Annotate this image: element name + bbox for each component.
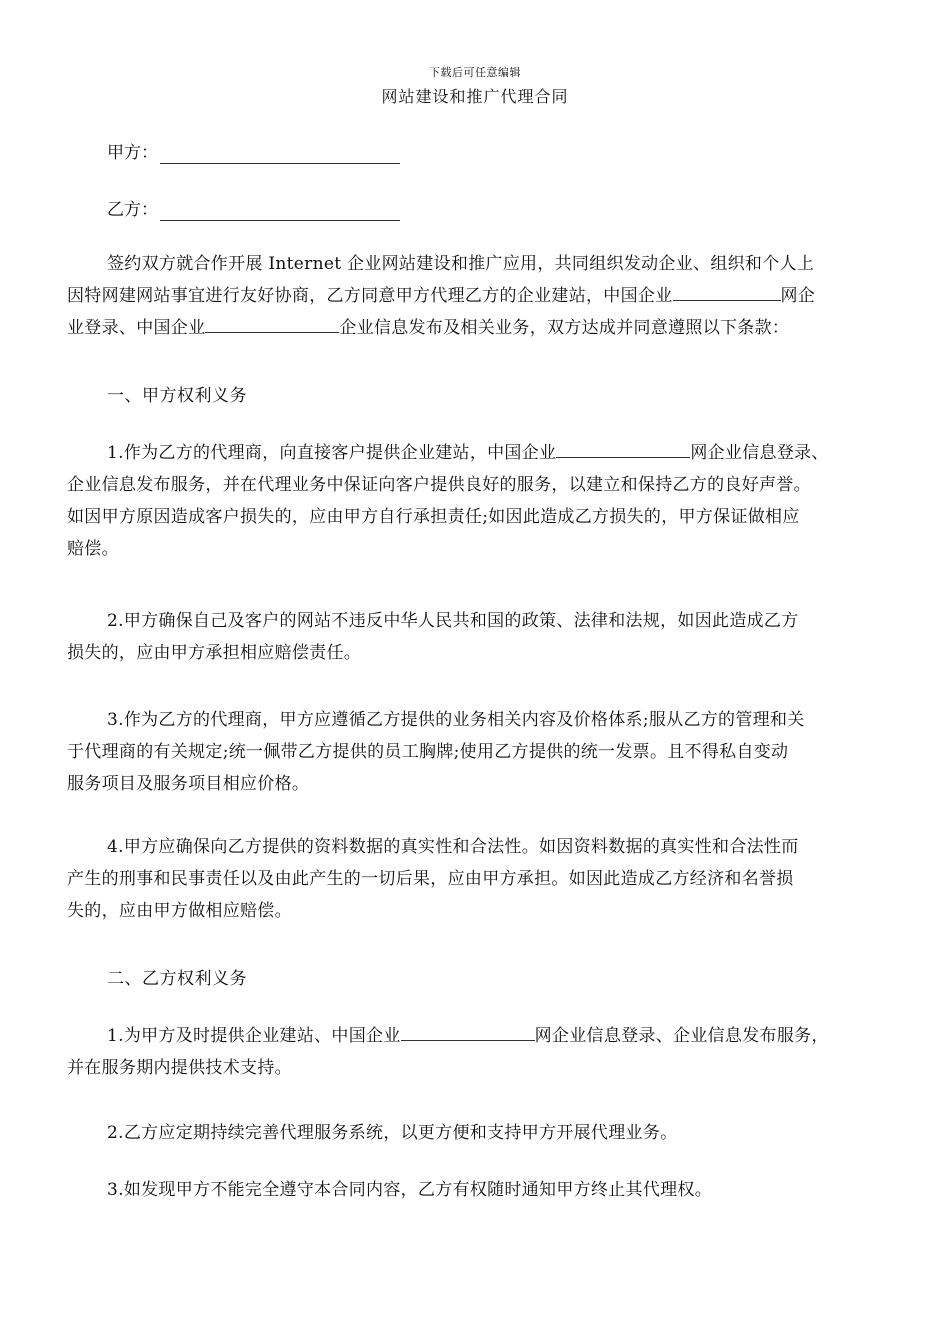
intro-line-3b: 企业信息发布及相关业务，双方达成并同意遵照以下条款： — [339, 318, 790, 338]
header-note: 下载后可任意编辑 — [429, 66, 521, 79]
s1-i1-line-3: 如因甲方原因造成客户损失的，应由甲方自行承担责任;如因此造成乙方损失的，甲方保证做相应 — [67, 507, 800, 527]
section-1-item-2 — [67, 605, 885, 669]
s1-i1-line-2: 企业信息发布服务，并在代理业务中保证向客户提供良好的服务，以建立和保持乙方的良好声誉。 — [67, 475, 811, 495]
s1-i3-line-1: 3.作为乙方的代理商，甲方应遵循乙方提供的业务相关内容及价格体系;服从乙方的管理和关 — [107, 710, 805, 730]
s2-i1-line-1a: 1.为甲方及时提供企业建站、中国企业 — [107, 1026, 401, 1046]
s1-i1-line-1 — [107, 437, 885, 469]
intro-line-2a: 因特网建网站事宜进行友好协商，乙方同意甲方代理乙方的企业建站，中国企业 — [67, 286, 673, 306]
party-b-blank[interactable] — [160, 202, 400, 221]
section-2-item-3 — [107, 1174, 885, 1206]
section-1-item-4 — [67, 831, 885, 927]
party-b-label: 乙方： — [107, 200, 158, 220]
s1-i3-line-2: 于代理商的有关规定;统一佩带乙方提供的员工胸牌;使用乙方提供的统一发票。且不得私自变动 — [67, 742, 789, 762]
s1-i4-line-3: 失的，应由甲方做相应赔偿。 — [67, 901, 292, 921]
party-b-field — [107, 199, 400, 221]
s1-i2-line-2: 损失的，应由甲方承担相应赔偿责任。 — [67, 643, 362, 663]
s1-i2-line-1: 2.甲方确保自己及客户的网站不违反中华人民共和国的政策、法律和法规，如因此造成乙方 — [107, 611, 799, 631]
s2-i2-line-1: 2.乙方应定期持续完善代理服务系统，以更方便和支持甲方开展代理业务。 — [107, 1123, 678, 1143]
s1-i3-line-3: 服务项目及服务项目相应价格。 — [67, 774, 310, 794]
s1-i1-blank[interactable] — [556, 438, 690, 458]
s2-i1-line-1 — [107, 1020, 885, 1052]
section-1-heading: 一、甲方权利义务 — [107, 386, 247, 406]
page-title: 网站建设和推广代理合同 — [381, 87, 569, 106]
party-a-blank[interactable] — [160, 145, 400, 164]
section-1-item-3 — [67, 704, 885, 800]
intro-line-3a: 业登录、中国企业 — [67, 318, 206, 338]
s1-i4-line-1: 4.甲方应确保向乙方提供的资料数据的真实性和合法性。如因资料数据的真实性和合法性而 — [107, 837, 799, 857]
s1-i4-line-2: 产生的刑事和民事责任以及由此产生的一切后果，应由甲方承担。如因此造成乙方经济和名誉损 — [67, 869, 794, 889]
s2-i3-line-1: 3.如发现甲方不能完全遵守本合同内容，乙方有权随时通知甲方终止其代理权。 — [107, 1180, 713, 1200]
intro-line-2b: 网企 — [780, 286, 816, 306]
s2-i1-blank[interactable] — [401, 1021, 535, 1041]
party-a-field — [107, 142, 400, 164]
section-2-item-1 — [67, 1020, 885, 1084]
intro-paragraph — [67, 248, 885, 344]
s2-i1-line-1b: 网企业信息登录、企业信息发布服务， — [534, 1026, 829, 1046]
s1-i1-line-1b: 网企业信息登录、 — [690, 443, 829, 463]
s2-i1-line-2: 并在服务期内提供技术支持。 — [67, 1058, 292, 1078]
intro-blank-2[interactable] — [205, 313, 339, 333]
intro-line-1: 签约双方就合作开展 Internet 企业网站建设和推广应用，共同组织发动企业、组织和个人上 — [107, 254, 815, 274]
section-2-heading: 二、乙方权利义务 — [107, 969, 247, 989]
intro-blank-1[interactable] — [673, 281, 781, 301]
intro-line-2 — [67, 280, 885, 312]
s1-i1-line-4: 赔偿。 — [67, 539, 119, 559]
section-1-item-1 — [67, 437, 885, 565]
intro-line-3 — [67, 312, 885, 344]
party-a-label: 甲方： — [107, 143, 158, 163]
section-2-item-2 — [107, 1117, 885, 1149]
s1-i1-line-1a: 1.作为乙方的代理商，向直接客户提供企业建站，中国企业 — [107, 443, 557, 463]
